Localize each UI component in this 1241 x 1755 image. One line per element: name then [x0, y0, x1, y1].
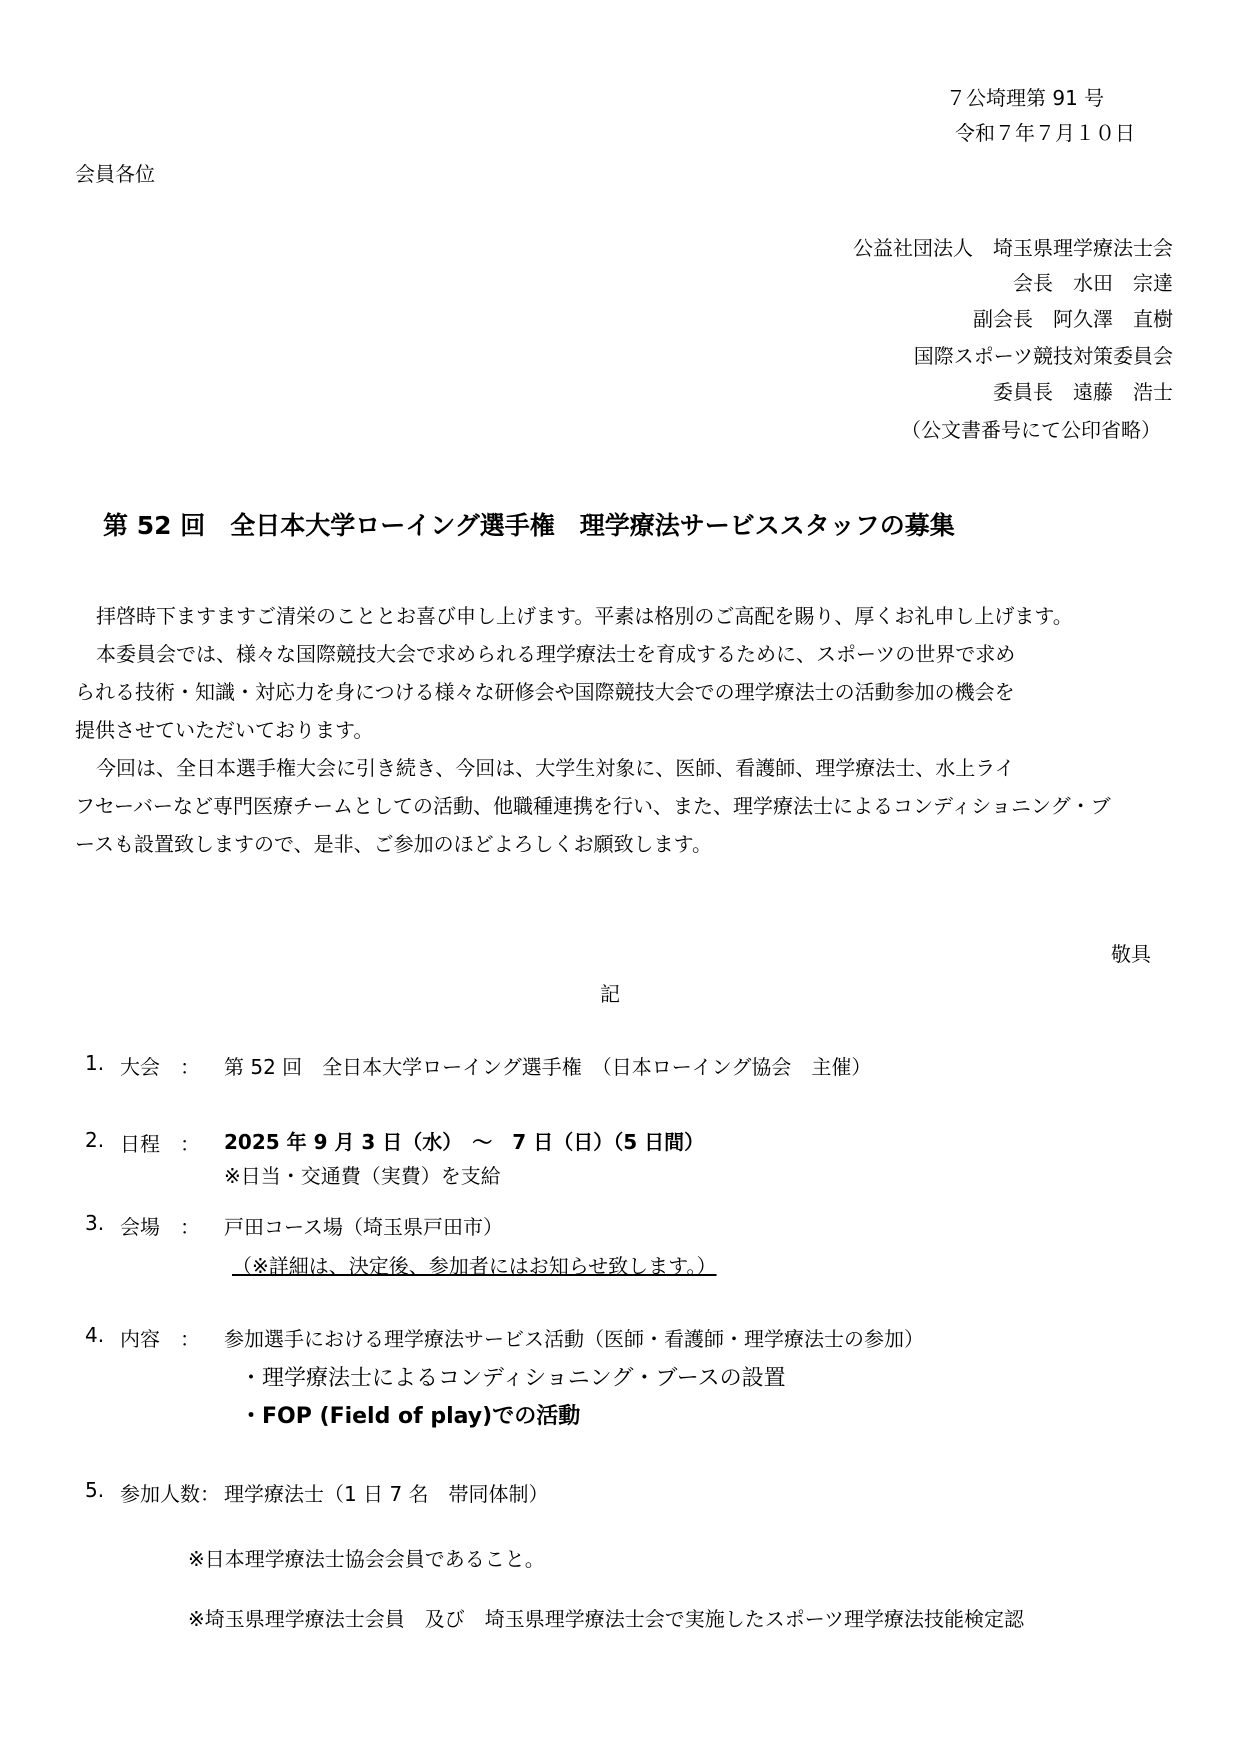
- event-paragraph-line2: フセーバーなど専門医療チームとしての活動、他職種連携を行い、また、理学療法士によるコンディショニング・ブ: [75, 794, 1111, 818]
- venue-note: （※詳細は、決定後、参加者にはお知らせ致します。）: [232, 1254, 717, 1278]
- sender-president: 会長 水田 宗達: [1013, 271, 1173, 295]
- ki-heading: 記: [600, 982, 620, 1006]
- item-label-schedule: 日程 ：: [120, 1132, 200, 1156]
- item-value-venue: 戸田コース場（埼玉県戸田市）: [224, 1215, 503, 1239]
- addressee: 会員各位: [75, 162, 155, 186]
- document-number: ７公埼理第 91 号: [946, 86, 1105, 110]
- event-paragraph-line1: 今回は、全日本選手権大会に引き続き、今回は、大学生対象に、医師、看護師、理学療法士、水上ライ: [96, 756, 1015, 780]
- content-sub-fop: ・FOP (Field of play)での活動: [240, 1404, 581, 1429]
- sender-vice-president: 副会長 阿久澤 直樹: [973, 307, 1173, 331]
- participants-note-membership: ※日本理学療法士協会会員であること。: [188, 1547, 545, 1571]
- committee-paragraph-line1: 本委員会では、様々な国際競技大会で求められる理学療法士を育成するために、スポーツの世界で求め: [96, 642, 1016, 666]
- item-number: 4.: [85, 1323, 105, 1347]
- item-number: 5.: [85, 1478, 105, 1502]
- content-sub-conditioning: ・理学療法士によるコンディショニング・ブースの設置: [240, 1366, 786, 1391]
- item-label-content: 内容 ：: [120, 1327, 200, 1351]
- committee-paragraph-line2: られる技術・知識・対応力を身につける様々な研修会や国際競技大会での理学療法士の活動参加の機会を: [75, 680, 1015, 704]
- sender-committee: 国際スポーツ競技対策委員会: [913, 344, 1173, 368]
- sender-chair: 委員長 遠藤 浩士: [993, 380, 1173, 404]
- item-number: 1.: [85, 1051, 105, 1075]
- item-value-content: 参加選手における理学療法サービス活動（医師・看護師・理学療法士の参加）: [224, 1327, 924, 1351]
- item-number: 2.: [85, 1128, 105, 1152]
- item-label-venue: 会場 ：: [120, 1215, 200, 1239]
- closing-word: 敬具: [1111, 942, 1151, 966]
- item-label-event: 大会 ：: [120, 1055, 200, 1079]
- committee-paragraph-line3: 提供させていただいております。: [75, 718, 374, 742]
- item-number: 3.: [85, 1211, 105, 1235]
- issue-date: 令和７年７月１０日: [955, 121, 1135, 145]
- item-value-schedule: 2025 年 9 月 3 日（水） ～ 7 日（日）（5 日間）: [224, 1130, 705, 1154]
- schedule-note: ※日当・交通費（実費）を支給: [224, 1164, 501, 1188]
- event-paragraph-line3: ースも設置致しますので、是非、ご参加のほどよろしくお願致します。: [75, 832, 712, 856]
- item-value-participants: 理学療法士（1 日 7 名 帯同体制）: [224, 1482, 549, 1506]
- page-title: 第 52 回 全日本大学ローイング選手権 理学療法サービススタッフの募集: [103, 511, 955, 540]
- item-value-event: 第 52 回 全日本大学ローイング選手権 （日本ローイング協会 主催）: [224, 1055, 872, 1079]
- participants-note-certification: ※埼玉県理学療法士会員 及び 埼玉県理学療法士会で実施したスポーツ理学療法技能検定認: [188, 1607, 1024, 1631]
- sender-org: 公益社団法人 埼玉県理学療法士会: [853, 236, 1173, 260]
- item-label-participants: 参加人数：: [120, 1482, 220, 1506]
- greeting-paragraph: 拝啓時下ますますご清栄のこととお喜び申し上げます。平素は格別のご高配を賜り、厚くお礼申し上げます。: [96, 604, 1073, 628]
- seal-omitted-note: （公文書番号にて公印省略）: [901, 418, 1161, 442]
